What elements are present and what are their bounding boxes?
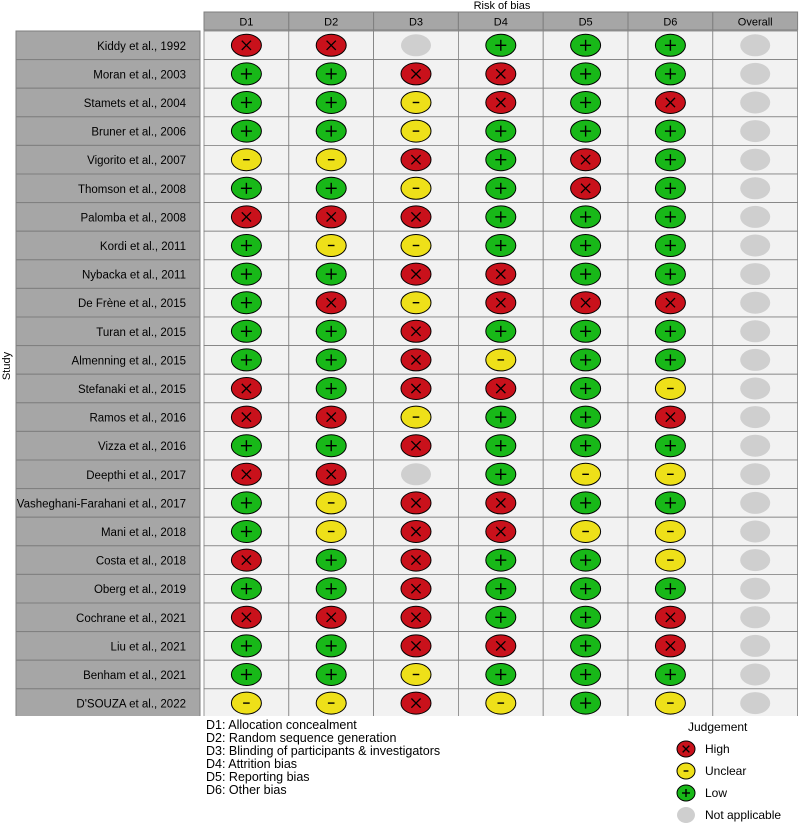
judgement-mark-low — [655, 320, 685, 342]
study-label: Thomson et al., 2008 — [77, 183, 186, 196]
study-label: Bruner et al., 2006 — [91, 126, 186, 139]
judgement-mark-na — [740, 63, 770, 85]
judgement-mark-na — [740, 606, 770, 628]
judgement-mark-low — [571, 349, 601, 371]
judgement-mark-low — [231, 120, 261, 142]
judgement-mark-low — [571, 664, 601, 686]
judgement-mark-na — [740, 692, 770, 714]
judgement-mark-high — [401, 63, 431, 85]
column-header-d6: D6 — [663, 16, 678, 29]
legend-mark-na — [677, 807, 695, 823]
judgement-mark-na — [740, 492, 770, 514]
judgement-mark-unclear — [316, 521, 346, 543]
domain-definition: D2: Random sequence generation — [206, 731, 397, 745]
judgement-mark-low — [231, 263, 261, 285]
judgement-mark-low — [571, 492, 601, 514]
judgement-mark-high — [486, 521, 516, 543]
column-header-d3: D3 — [408, 16, 424, 29]
judgement-mark-high — [401, 549, 431, 571]
judgement-mark-unclear — [231, 692, 261, 714]
judgement-mark-high — [316, 463, 346, 485]
column-header-d4: D4 — [493, 16, 508, 29]
judgement-mark-low — [571, 63, 601, 85]
judgement-mark-low — [316, 349, 346, 371]
judgement-mark-low — [486, 435, 516, 457]
judgement-mark-low — [316, 263, 346, 285]
judgement-mark-na — [740, 521, 770, 543]
judgement-legend-title: Judgement — [688, 720, 748, 734]
judgement-mark-low — [316, 63, 346, 85]
judgement-mark-high — [231, 378, 261, 400]
judgement-mark-na — [740, 320, 770, 342]
judgement-mark-unclear — [401, 292, 431, 314]
study-label: Deepthi et al., 2017 — [86, 469, 186, 482]
judgement-mark-low — [571, 206, 601, 228]
judgement-mark-high — [486, 292, 516, 314]
judgement-mark-low — [655, 664, 685, 686]
column-header-d2: D2 — [324, 16, 339, 29]
legend-symbol-low — [676, 783, 696, 803]
legend-item-high — [676, 738, 781, 760]
legend-label: High — [705, 742, 730, 756]
study-label: Kordi et al., 2011 — [99, 241, 186, 253]
judgement-mark-unclear — [316, 149, 346, 171]
judgement-mark-low — [316, 120, 346, 142]
judgement-mark-low — [486, 177, 516, 199]
judgement-mark-unclear — [401, 406, 431, 428]
judgement-mark-na — [740, 120, 770, 142]
judgement-mark-unclear — [316, 235, 346, 257]
judgement-mark-unclear — [401, 177, 431, 199]
judgement-mark-unclear — [655, 378, 685, 400]
judgement-mark-na — [740, 664, 770, 686]
judgement-mark-low — [655, 435, 685, 457]
judgement-mark-high — [401, 635, 431, 657]
judgement-mark-na — [740, 406, 770, 428]
judgement-mark-low — [231, 635, 261, 657]
judgement-mark-low — [571, 378, 601, 400]
judgement-mark-high — [571, 149, 601, 171]
judgement-mark-low — [655, 120, 685, 142]
judgement-mark-unclear — [316, 692, 346, 714]
judgement-mark-high — [655, 635, 685, 657]
judgement-mark-high — [486, 92, 516, 114]
judgement-mark-high — [231, 606, 261, 628]
judgement-mark-unclear — [486, 692, 516, 714]
study-label: Benham et al., 2021 — [83, 670, 186, 682]
judgement-mark-low — [655, 149, 685, 171]
legend-mark-high — [677, 741, 695, 757]
study-label: Stamets et al., 2004 — [83, 98, 186, 110]
column-header-d5: D5 — [578, 16, 593, 29]
domain-definition: D6: Other bias — [206, 783, 287, 797]
legend-label: Unclear — [705, 764, 747, 778]
judgement-mark-low — [571, 34, 601, 56]
judgement-mark-low — [231, 92, 261, 114]
judgement-mark-na — [740, 635, 770, 657]
judgement-mark-high — [401, 320, 431, 342]
judgement-mark-high — [231, 549, 261, 571]
judgement-mark-high — [231, 34, 261, 56]
study-label: Moran et al., 2003 — [93, 69, 186, 82]
judgement-mark-high — [486, 635, 516, 657]
domain-definition: D4: Attrition bias — [206, 757, 298, 771]
y-axis-label: Study — [1, 351, 13, 381]
judgement-mark-low — [231, 177, 261, 199]
study-label: Vigorito et al., 2007 — [87, 155, 186, 168]
judgement-mark-na — [740, 177, 770, 199]
judgement-mark-low — [231, 435, 261, 457]
study-label: De Frène et al., 2015 — [77, 298, 186, 311]
study-label: Kiddy et al., 1992 — [97, 40, 186, 53]
judgement-mark-low — [571, 320, 601, 342]
judgement-mark-unclear — [655, 521, 685, 543]
judgement-mark-low — [486, 606, 516, 628]
judgement-mark-low — [571, 263, 601, 285]
judgement-mark-high — [655, 92, 685, 114]
judgement-mark-unclear — [655, 463, 685, 485]
judgement-mark-low — [316, 549, 346, 571]
judgement-mark-low — [316, 320, 346, 342]
judgement-mark-low — [486, 406, 516, 428]
judgement-mark-low — [571, 235, 601, 257]
legend-symbol-na — [676, 805, 696, 825]
judgement-mark-low — [231, 349, 261, 371]
judgement-mark-low — [571, 120, 601, 142]
judgement-mark-high — [571, 292, 601, 314]
judgement-mark-unclear — [401, 120, 431, 142]
judgement-mark-high — [401, 206, 431, 228]
judgement-mark-na — [740, 149, 770, 171]
judgement-mark-unclear — [316, 492, 346, 514]
judgement-mark-na — [401, 34, 431, 56]
judgement-mark-unclear — [401, 664, 431, 686]
judgement-mark-low — [655, 34, 685, 56]
study-label: Oberg et al., 2019 — [93, 584, 186, 597]
judgement-mark-high — [316, 606, 346, 628]
legend-label: Low — [705, 786, 728, 800]
judgement-mark-low — [655, 578, 685, 600]
column-header-overall: Overall — [737, 16, 773, 29]
study-label: D'SOUZA et al., 2022 — [76, 698, 186, 711]
judgement-mark-high — [655, 406, 685, 428]
judgement-mark-na — [401, 463, 431, 485]
judgement-mark-low — [231, 492, 261, 514]
judgement-mark-unclear — [401, 92, 431, 114]
judgement-mark-low — [655, 63, 685, 85]
judgement-mark-low — [316, 578, 346, 600]
judgement-mark-high — [401, 378, 431, 400]
judgement-mark-high — [655, 606, 685, 628]
judgement-mark-low — [231, 521, 261, 543]
judgement-mark-low — [655, 206, 685, 228]
domain-definition: D5: Reporting bias — [206, 770, 310, 784]
judgement-mark-high — [316, 206, 346, 228]
judgement-mark-low — [231, 578, 261, 600]
judgement-mark-na — [740, 435, 770, 457]
judgement-mark-na — [740, 235, 770, 257]
judgement-mark-high — [401, 692, 431, 714]
judgement-mark-low — [231, 320, 261, 342]
judgement-mark-high — [316, 292, 346, 314]
domain-definitions — [206, 719, 440, 797]
judgement-mark-unclear — [571, 463, 601, 485]
judgement-mark-na — [740, 292, 770, 314]
judgement-mark-high — [401, 521, 431, 543]
judgement-mark-high — [401, 492, 431, 514]
study-label: Vasheghani-Farahani et al., 2017 — [16, 498, 186, 511]
study-label: Ramos et al., 2016 — [89, 412, 186, 425]
judgement-mark-low — [231, 664, 261, 686]
judgement-mark-low — [486, 149, 516, 171]
judgement-mark-low — [655, 235, 685, 257]
study-label: Cochrane et al., 2021 — [76, 612, 186, 625]
judgement-mark-na — [740, 549, 770, 571]
judgement-mark-na — [740, 378, 770, 400]
judgement-mark-high — [231, 206, 261, 228]
study-label: Almenning et al., 2015 — [71, 355, 186, 368]
judgement-mark-low — [571, 92, 601, 114]
judgement-mark-low — [486, 578, 516, 600]
judgement-mark-unclear — [486, 349, 516, 371]
judgement-mark-na — [740, 463, 770, 485]
legend-mark-unclear — [677, 763, 695, 779]
study-label: Turan et al., 2015 — [96, 326, 186, 339]
study-label: Stefanaki et al., 2015 — [77, 384, 186, 396]
judgement-mark-unclear — [401, 235, 431, 257]
judgement-mark-low — [231, 292, 261, 314]
judgement-mark-low — [571, 635, 601, 657]
judgement-mark-low — [655, 492, 685, 514]
legend-item-unclear — [676, 760, 781, 782]
judgement-mark-low — [655, 349, 685, 371]
judgement-mark-low — [571, 606, 601, 628]
judgement-mark-na — [740, 349, 770, 371]
legend-symbol-unclear — [676, 761, 696, 781]
judgement-mark-high — [401, 606, 431, 628]
judgement-mark-high — [401, 435, 431, 457]
judgement-mark-low — [571, 549, 601, 571]
judgement-mark-low — [486, 34, 516, 56]
judgement-mark-low — [655, 263, 685, 285]
judgement-mark-na — [740, 206, 770, 228]
judgement-mark-low — [486, 549, 516, 571]
judgement-mark-low — [486, 463, 516, 485]
judgement-mark-high — [401, 578, 431, 600]
judgement-mark-high — [401, 149, 431, 171]
judgement-mark-low — [571, 578, 601, 600]
judgement-mark-low — [486, 120, 516, 142]
chart-title: Risk of bias — [473, 0, 531, 12]
judgement-legend — [676, 720, 781, 826]
judgement-mark-high — [401, 263, 431, 285]
judgement-mark-low — [486, 320, 516, 342]
judgement-mark-unclear — [571, 521, 601, 543]
judgement-mark-high — [486, 492, 516, 514]
judgement-mark-low — [571, 692, 601, 714]
judgement-mark-unclear — [655, 692, 685, 714]
judgement-mark-na — [740, 92, 770, 114]
judgement-mark-low — [316, 635, 346, 657]
judgement-mark-high — [486, 63, 516, 85]
judgement-mark-low — [316, 177, 346, 199]
study-label: Liu et al., 2021 — [110, 641, 186, 654]
judgement-mark-low — [316, 664, 346, 686]
legend-symbol-high — [676, 739, 696, 759]
judgement-mark-low — [316, 435, 346, 457]
judgement-mark-high — [401, 349, 431, 371]
study-label: Palomba et al., 2008 — [80, 212, 186, 225]
domain-definition: D3: Blinding of participants & investigators — [206, 744, 441, 758]
legend-item-na — [676, 804, 781, 826]
judgement-mark-low — [231, 235, 261, 257]
judgement-mark-high — [316, 406, 346, 428]
judgement-mark-na — [740, 578, 770, 600]
judgement-mark-unclear — [231, 149, 261, 171]
judgement-mark-na — [740, 263, 770, 285]
judgement-mark-high — [655, 292, 685, 314]
judgement-mark-low — [486, 235, 516, 257]
judgement-mark-low — [316, 92, 346, 114]
legend-item-low — [676, 782, 781, 804]
judgement-mark-low — [486, 664, 516, 686]
legend-label: Not applicable — [705, 808, 782, 822]
judgement-mark-low — [571, 406, 601, 428]
judgement-mark-high — [486, 263, 516, 285]
judgement-mark-unclear — [655, 549, 685, 571]
legend-mark-low — [677, 785, 695, 801]
study-label: Costa et al., 2018 — [95, 555, 186, 568]
study-label: Vizza et al., 2016 — [97, 441, 186, 454]
judgement-mark-low — [231, 63, 261, 85]
judgement-mark-low — [486, 206, 516, 228]
judgement-mark-high — [231, 463, 261, 485]
domain-definition: D1: Allocation concealment — [206, 718, 357, 732]
judgement-mark-low — [655, 177, 685, 199]
judgement-mark-high — [486, 378, 516, 400]
study-label: Nybacka et al., 2011 — [82, 269, 186, 282]
judgement-mark-low — [571, 435, 601, 457]
study-label: Mani et al., 2018 — [100, 527, 186, 539]
judgement-mark-high — [571, 177, 601, 199]
judgement-mark-high — [231, 406, 261, 428]
column-header-d1: D1 — [239, 16, 254, 29]
judgement-mark-low — [316, 378, 346, 400]
judgement-mark-na — [740, 34, 770, 56]
judgement-mark-high — [316, 34, 346, 56]
